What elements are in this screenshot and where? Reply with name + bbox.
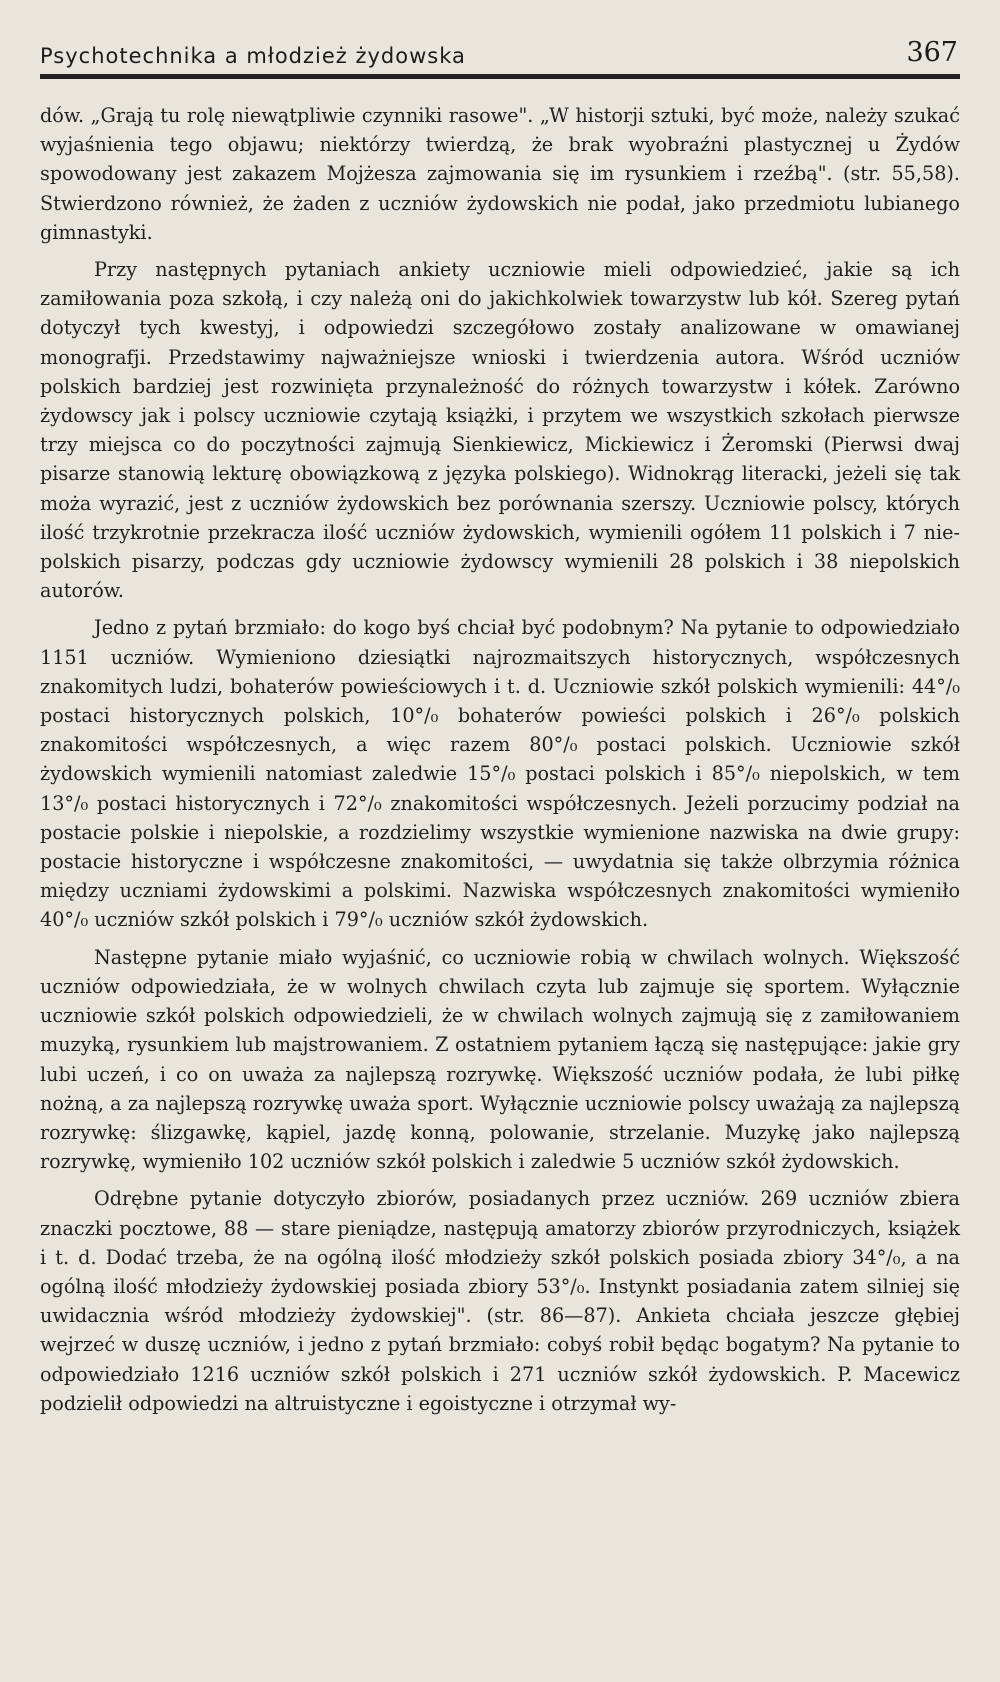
paragraph-free-time: Następne pytanie miało wyjaśnić, co uczniowie robią w chwilach wolnych. Większość uczniów odpowiedziała, że w wolnych chwilach czyta lub zajmuje się sportem. Wyłącznie uczniowie szkół polskich odpowiedzieli, że w chwilach wolnych zajmują się z zamiłowaniem muzyką, rysunkiem lub majstrowaniem. Z ostatniem pytaniem łączą się następujące: jakie gry lubi uczeń, i co on uważa za najlepszą rozrywkę. Większość uczniów podała, że lubi piłkę nożną, a za najlepszą rozrywkę uważa sport. Wyłącznie uczniowie polscy uważają za najlepszą rozrywkę: ślizgawkę, kąpiel, jazdę konną, polowanie, strzelanie. Muzykę jako najlepszą rozrywkę, wymieniło 102 uczniów szkół polskich i zaledwie 5 uczniów szkół żydowskich. — [40, 945, 960, 1174]
running-head — [40, 34, 960, 68]
header-rule — [40, 74, 960, 79]
paragraph-collections: Odrębne pytanie dotyczyło zbiorów, posiadanych przez uczniów. 269 uczniów zbiera znaczki pocztowe, 88 — stare pieniądze, następują amatorzy zbiorów przyrodniczych, książek i t. d. Dodać trzeba, że na ogólną ilość młodzieży szkół polskich posiada zbiory 34°/₀, a na ogólną ilość młodzieży żydowskiej posiada zbiory 53°/₀. Instynkt posiadania zatem silniej się uwidacznia wśród młodzieży żydowskiej". (str. 86—87). Ankieta chciała jeszcze głębiej wejrzeć w duszę uczniów, i jedno z pytań brzmiało: cobyś robił będąc bogatym? Na pytanie to odpowiedziało 1216 uczniów szkół polskich i 271 uczniów szkół żydowskich. P. Macewicz podzielił odpowiedzi na altruistyczne i egoistyczne i otrzymał wy- — [40, 1187, 960, 1415]
paragraph-role-models: Jedno z pytań brzmiało: do kogo byś chciał być podobnym? Na pytanie to odpowiedziało 1151 uczniów. Wymieniono dziesiątki najrozmaitszych historycznych, współczesnych znakomitych ludzi, bohaterów powieściowych i t. d. Uczniowie szkół polskich wymienili: 44°/₀ postaci historycznych polskich, 10°/₀ bohaterów powieści polskich i 26°/₀ polskich znakomitości współczesnych, a więc razem 80°/₀ postaci polskich. Uczniowie szkół żydowskich wymienili natomiast zaledwie 15°/₀ postaci polskich i 85°/₀ niepolskich, w tem 13°/₀ postaci historycznych i 72°/₀ znakomitości współczesnych. Jeżeli porzucimy podział na postacie polskie i niepolskie, a rozdzielimy wszystkie wymienione nazwiska na dwie grupy: postacie historyczne i współczesne znakomitości, — uwydatnia się także olbrzymia różnica między uczniami żydowskimi a polskimi. Nazwiska współczesnych znakomitości wymieniło 40°/₀ uczniów szkół polskich i 79°/₀ uczniów szkół żydowskich. — [40, 616, 960, 932]
body-text — [40, 101, 960, 1418]
running-title: Psychotechnika a młodzież żydowska — [40, 44, 466, 68]
paragraph-continuation: dów. „Grają tu rolę niewątpliwie czynniki rasowe". „W historji sztuki, być może, należy szukać wyjaśnienia tego objawu; niektórzy twierdzą, że brak wyobraźni plastycznej u Żydów spowodowany jest zakazem Mojżesza zajmowania się im rysunkiem i rzeźbą". (str. 55,58). Stwierdzono również, że żaden z uczniów żydowskich nie podał, jako przedmiotu lubianego gimnastyki. — [40, 104, 960, 244]
paragraph-survey-interests: Przy następnych pytaniach ankiety uczniowie mieli odpowiedzieć, jakie są ich zamiłowania poza szkołą, i czy należą oni do jakichkolwiek towarzystw lub kół. Szereg pytań dotyczył tych kwestyj, i odpowiedzi szczegółowo zostały analizowane w omawianej monografji. Przedstawimy najważniejsze wnioski i twierdzenia autora. Wśród uczniów polskich bardziej jest rozwinięta przynależność do różnych towarzystw i kółek. Zarówno żydowscy jak i polscy uczniowie czytają książki, i przytem we wszystkich szkołach pierwsze trzy miejsca co do poczytności zajmują Sienkiewicz, Mickiewicz i Żeromski (Pierwsi dwaj pisarze stanowią lekturę obowiązkową z języka polskiego). Widnokrąg literacki, jeżeli się tak moża wyrazić, jest z uczniów żydowskich bez porównania szerszy. Uczniowie polscy, których ilość trzykrotnie przekracza ilość uczniów żydowskich, wymienili ogółem 11 polskich i 7 nie-polskich pisarzy, podczas gdy uczniowie żydowscy wymienili 28 polskich i 38 niepolskich autorów. — [40, 258, 960, 603]
page-number: 367 — [906, 37, 958, 68]
